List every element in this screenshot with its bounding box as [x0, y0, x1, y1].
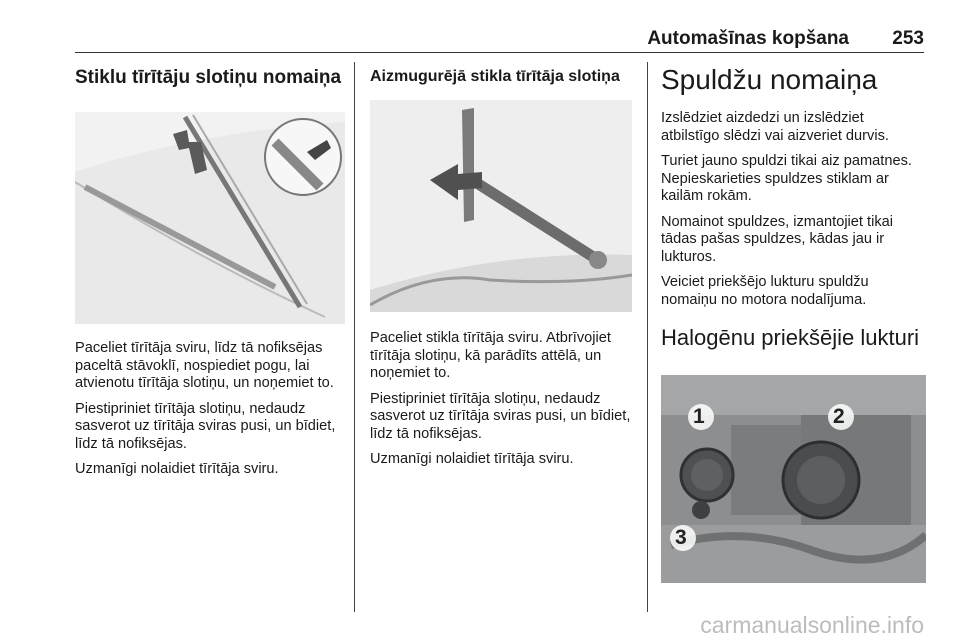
column-divider [647, 62, 648, 612]
paragraph: Izslēdziet aizdedzi un izslēdziet atbilstīgo slēdzi vai aizveriet durvis. [661, 110, 889, 144]
column-divider [354, 62, 355, 612]
heading-wiper-blades: Stiklu tīrītāju slotiņu nomaiņa [75, 67, 342, 88]
paragraph: Uzmanīgi nolaidiet tīrītāja sviru. [370, 451, 574, 467]
heading-halogen-headlights: Halogēnu priekšējie lukturi [661, 325, 920, 350]
halogen-headlight-illustration [661, 375, 926, 583]
windscreen-wiper-illustration [75, 112, 345, 324]
watermark: carmanualsonline.info [700, 612, 924, 638]
paragraph: Paceliet stikla tīrītāja sviru. Atbrīvojiet tīrītāja slotiņu, kā parādīts attēlā, un noņemiet to. [370, 330, 611, 381]
column-rear-wiper [370, 60, 635, 477]
page-header [75, 26, 924, 53]
callout-3: 3 [675, 526, 687, 549]
paragraph: Uzmanīgi nolaidiet tīrītāja sviru. [75, 461, 279, 477]
paragraph: Nomainot spuldzes, izmantojiet tikai tādas pašas spuldzes, kādas jau ir lukturos. [661, 213, 893, 265]
section-title: Automašīnas kopšana [647, 28, 849, 49]
column-wiper-blades [75, 60, 345, 487]
heading-rear-wiper: Aizmugurējā stikla tīrītāja slotiņa [370, 68, 620, 85]
paragraph: Piestipriniet tīrītāja slotiņu, nedaudz sasverot uz tīrītāja sviras pusi, un bīdiet, līdz tā nofiksējas. [370, 390, 631, 442]
page-number: 253 [892, 28, 924, 49]
paragraph: Paceliet tīrītāja sviru, līdz tā nofiksējas paceltā stāvoklī, nospiediet pogu, lai atvienotu tīrītāja slotiņu, un noņemiet to. [75, 340, 334, 391]
paragraph: Veiciet priekšējo lukturu spuldžu nomaiņu no motora nodalījuma. [661, 274, 869, 308]
paragraph: Turiet jauno spuldzi tikai aiz pamatnes. Nepieskarieties spuldzes stiklam ar kailām rokām. [661, 153, 912, 204]
callout-2: 2 [833, 405, 845, 428]
heading-bulb-replacement: Spuldžu nomaiņa [661, 64, 878, 95]
column-bulb-replacement [661, 60, 926, 583]
rear-wiper-illustration [370, 100, 632, 312]
callout-1: 1 [693, 405, 705, 428]
paragraph: Piestipriniet tīrītāja slotiņu, nedaudz sasverot uz tīrītāja sviras pusi, un bīdiet, līdz tā nofiksējas. [75, 400, 336, 452]
